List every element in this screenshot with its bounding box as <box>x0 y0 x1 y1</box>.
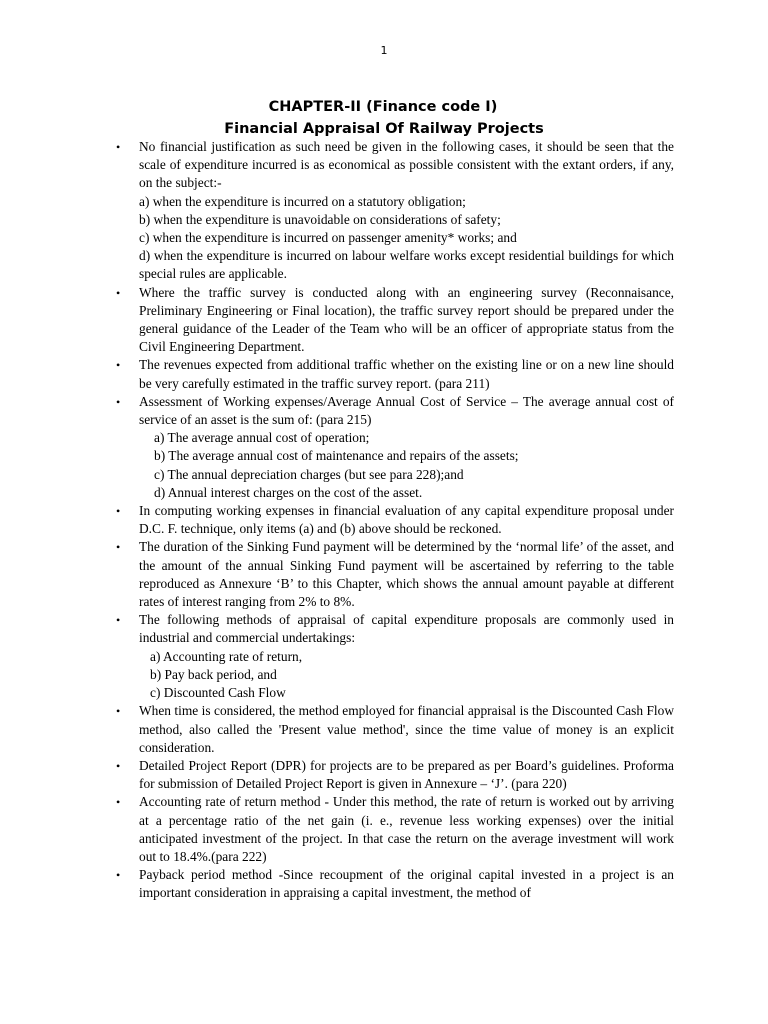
bullet-item <box>116 502 674 538</box>
bullet-text: Payback period method -Since recoupment of the original capital invested in a project is an important consideration in appraising a capital investment, the method of <box>139 867 674 901</box>
chapter-subtitle: Financial Appraisal Of Railway Projects <box>224 121 544 137</box>
chapter-title: CHAPTER-II (Finance code I) <box>268 99 498 115</box>
bullet-icon: • <box>116 140 121 154</box>
page-number: 1 <box>380 44 388 57</box>
sub-item: c) when the expenditure is incurred on passenger amenity* works; and <box>139 230 517 246</box>
sub-item: d) Annual interest charges on the cost of the asset. <box>154 484 423 500</box>
bullet-icon: • <box>116 704 121 719</box>
bullet-icon: • <box>116 540 121 555</box>
bullet-text: No financial justification as such need be given in the following cases, it should be seen that the scale of expenditure incurred is as economical as possible consistent with the extant orders, if any, on the subject:- <box>139 139 674 191</box>
sub-item: c) The annual depreciation charges (but see para 228);and <box>154 466 464 482</box>
sub-item: a) when the expenditure is incurred on a statutory obligation; <box>139 193 466 209</box>
bullet-text: Detailed Project Report (DPR) for projects are to be prepared as per Board’s guidelines. Proforma for submission of Detailed Project Report is given in Annexure – ‘J’. (para 220) <box>139 757 674 792</box>
bullet-icon: • <box>116 758 121 773</box>
sub-item: a) Accounting rate of return, <box>150 648 303 664</box>
bullet-icon: • <box>116 868 121 883</box>
bullet-icon: • <box>116 795 121 810</box>
bullet-text: The revenues expected from additional traffic whether on the existing line or on a new line should be very carefully estimated in the traffic survey report. (para 211) <box>139 357 674 391</box>
bullet-list <box>116 138 674 903</box>
bullet-item <box>116 866 674 902</box>
sub-item: a) The average annual cost of operation; <box>154 430 370 446</box>
chapter-heading <box>0 96 768 140</box>
bullet-text: Where the traffic survey is conducted along with an engineering survey (Reconnaisance, Preliminary Engineering or Final location), the traffic survey report should be prepared under the general guidance of the Leader of the Team who will be an officer of appropriate status from the Civil Engineering Department. <box>139 284 674 355</box>
bullet-icon: • <box>116 394 121 409</box>
bullet-item <box>116 138 674 284</box>
bullet-item <box>116 356 674 392</box>
bullet-item <box>116 757 674 793</box>
bullet-icon: • <box>116 504 121 519</box>
bullet-text: In computing working expenses in financial evaluation of any capital expenditure proposal under D.C. F. technique, only items (a) and (b) above should be reckoned. <box>139 503 674 537</box>
bullet-item <box>116 538 674 611</box>
bullet-text: The following methods of appraisal of capital expenditure proposals are commonly used in industrial and commercial undertakings: <box>139 612 674 646</box>
sub-item: b) Pay back period, and <box>150 666 277 682</box>
bullet-text: Assessment of Working expenses/Average Annual Cost of Service – The average annual cost of service of an asset is the sum of: (para 215) <box>139 393 674 428</box>
bullet-icon: • <box>116 613 121 628</box>
bullet-text: The duration of the Sinking Fund payment will be determined by the ‘normal life’ of the asset, and the amount of the annual Sinking Fund payment will be ascertained by referring to the table reproduced as Annexure ‘B’ to this Chapter, which shows the annual amount payable at different rates of interest ranging from 2% to 8%. <box>139 539 674 610</box>
sub-item: b) The average annual cost of maintenance and repairs of the assets; <box>154 448 519 464</box>
bullet-item <box>116 793 674 866</box>
bullet-item <box>116 611 674 702</box>
bullet-text: When time is considered, the method employed for financial appraisal is the Discounted Cash Flow method, also called the 'Present value method', since the time value of money is an explicit consideration. <box>139 703 674 755</box>
bullet-item <box>116 702 674 757</box>
bullet-text: Accounting rate of return method - Under this method, the rate of return is worked out by arriving at a percentage ratio of the net gain (i. e., revenue less working expenses) over the initial anticipated investment of the project. In that case the return on the average investment will work out to 18.4%.(para 222) <box>139 794 674 864</box>
sub-item: d) when the expenditure is incurred on labour welfare works except residential buildings for which special rules are applicable. <box>139 248 674 282</box>
bullet-icon: • <box>116 285 121 300</box>
sub-item: b) when the expenditure is unavoidable on considerations of safety; <box>139 211 501 227</box>
bullet-item <box>116 393 674 502</box>
bullet-icon: • <box>116 358 121 373</box>
bullet-item <box>116 284 674 357</box>
sub-item: c) Discounted Cash Flow <box>150 685 286 701</box>
